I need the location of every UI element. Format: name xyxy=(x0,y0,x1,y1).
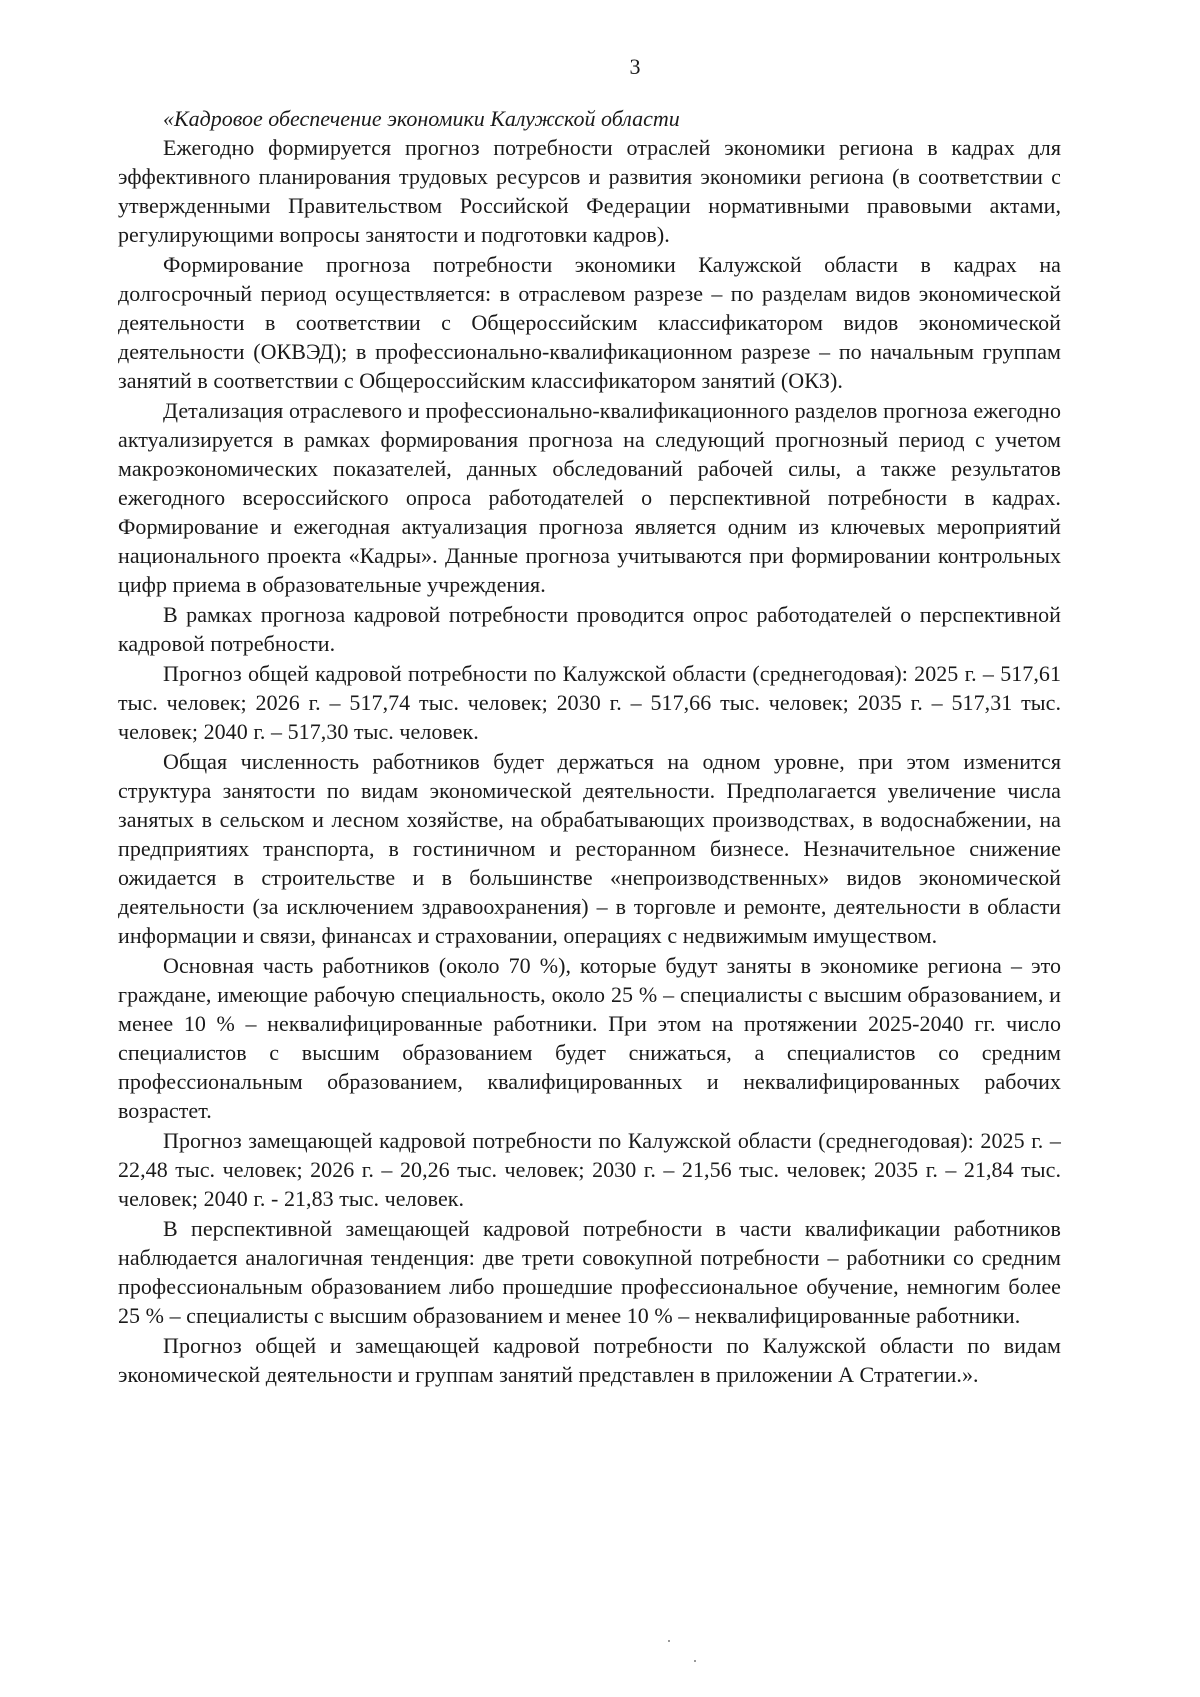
paragraph-9: В перспективной замещающей кадровой потребности в части квалификации работников наблюдается аналогичная тенденция: две трети совокупной потребности – работники со средним профессиональным образованием либо прошедшие профессиональное обучение, немногим более 25 % – специалисты с высшим образованием и менее 10 % – неквалифицированные работники. xyxy=(118,1216,1061,1328)
paragraph-4: В рамках прогноза кадровой потребности проводится опрос работодателей о перспективной кадровой потребности. xyxy=(118,602,1061,656)
paragraph-7: Основная часть работников (около 70 %), которые будут заняты в экономике региона – это граждане, имеющие рабочую специальность, около 25 % – специалисты с высшим образованием, и менее 10 % – неквалифицированные работники. При этом на протяжении 2025-2040 гг. число специалистов с высшим образованием будет снижаться, а специалистов со средним профессиональным образованием, квалифицированных и неквалифицированных рабочих возрастет. xyxy=(118,953,1061,1123)
scan-speck xyxy=(668,1640,670,1642)
document-body xyxy=(118,104,1061,1390)
page-number: 3 xyxy=(629,54,641,79)
paragraph-3: Детализация отраслевого и профессионально-квалификационного разделов прогноза ежегодно актуализируется в рамках формирования прогноза на следующий прогнозный период с учетом макроэкономических показателей, данных обследований рабочей силы, а также результатов ежегодного всероссийского опроса работодателей о перспективной потребности в кадрах. Формирование и ежегодная актуализация прогноза является одним из ключевых мероприятий национального проекта «Кадры». Данные прогноза учитываются при формировании контрольных цифр приема в образовательные учреждения. xyxy=(118,398,1061,597)
paragraph-5: Прогноз общей кадровой потребности по Калужской области (среднегодовая): 2025 г. – 517,61 тыс. человек; 2026 г. – 517,74 тыс. человек; 2030 г. – 517,66 тыс. человек; 2035 г. – 517,31 тыс. человек; 2040 г. – 517,30 тыс. человек. xyxy=(118,661,1061,744)
scan-speck xyxy=(694,1660,696,1662)
paragraph-10: Прогноз общей и замещающей кадровой потребности по Калужской области по видам экономической деятельности и группам занятий представлен в приложении А Стратегии.». xyxy=(118,1333,1061,1387)
paragraph-1: Ежегодно формируется прогноз потребности отраслей экономики региона в кадрах для эффективного планирования трудовых ресурсов и развития экономики региона (в соответствии с утвержденными Правительством Российской Федерации нормативными правовыми актами, регулирующими вопросы занятости и подготовки кадров). xyxy=(118,135,1061,247)
paragraph-6: Общая численность работников будет держаться на одном уровне, при этом изменится структура занятости по видам экономической деятельности. Предполагается увеличение числа занятых в сельском и лесном хозяйстве, на обрабатывающих производствах, в водоснабжении, на предприятиях транспорта, в гостиничном и ресторанном бизнесе. Незначительное снижение ожидается в строительстве и в большинстве «непроизводственных» видов экономической деятельности (за исключением здравоохранения) – в торговле и ремонте, деятельности в области информации и связи, финансах и страховании, операциях с недвижимым имуществом. xyxy=(118,749,1061,948)
paragraph-2: Формирование прогноза потребности экономики Калужской области в кадрах на долгосрочный период осуществляется: в отраслевом разрезе – по разделам видов экономической деятельности в соответствии с Общероссийским классификатором видов экономической деятельности (ОКВЭД); в профессионально-квалификационном разрезе – по начальным группам занятий в соответствии с Общероссийским классификатором занятий (ОКЗ). xyxy=(118,252,1061,393)
section-heading: «Кадровое обеспечение экономики Калужской области xyxy=(163,106,680,131)
paragraph-8: Прогноз замещающей кадровой потребности по Калужской области (среднегодовая): 2025 г. – 22,48 тыс. человек; 2026 г. – 20,26 тыс. человек; 2030 г. – 21,56 тыс. человек; 2035 г. – 21,84 тыс. человек; 2040 г. - 21,83 тыс. человек. xyxy=(118,1128,1061,1211)
